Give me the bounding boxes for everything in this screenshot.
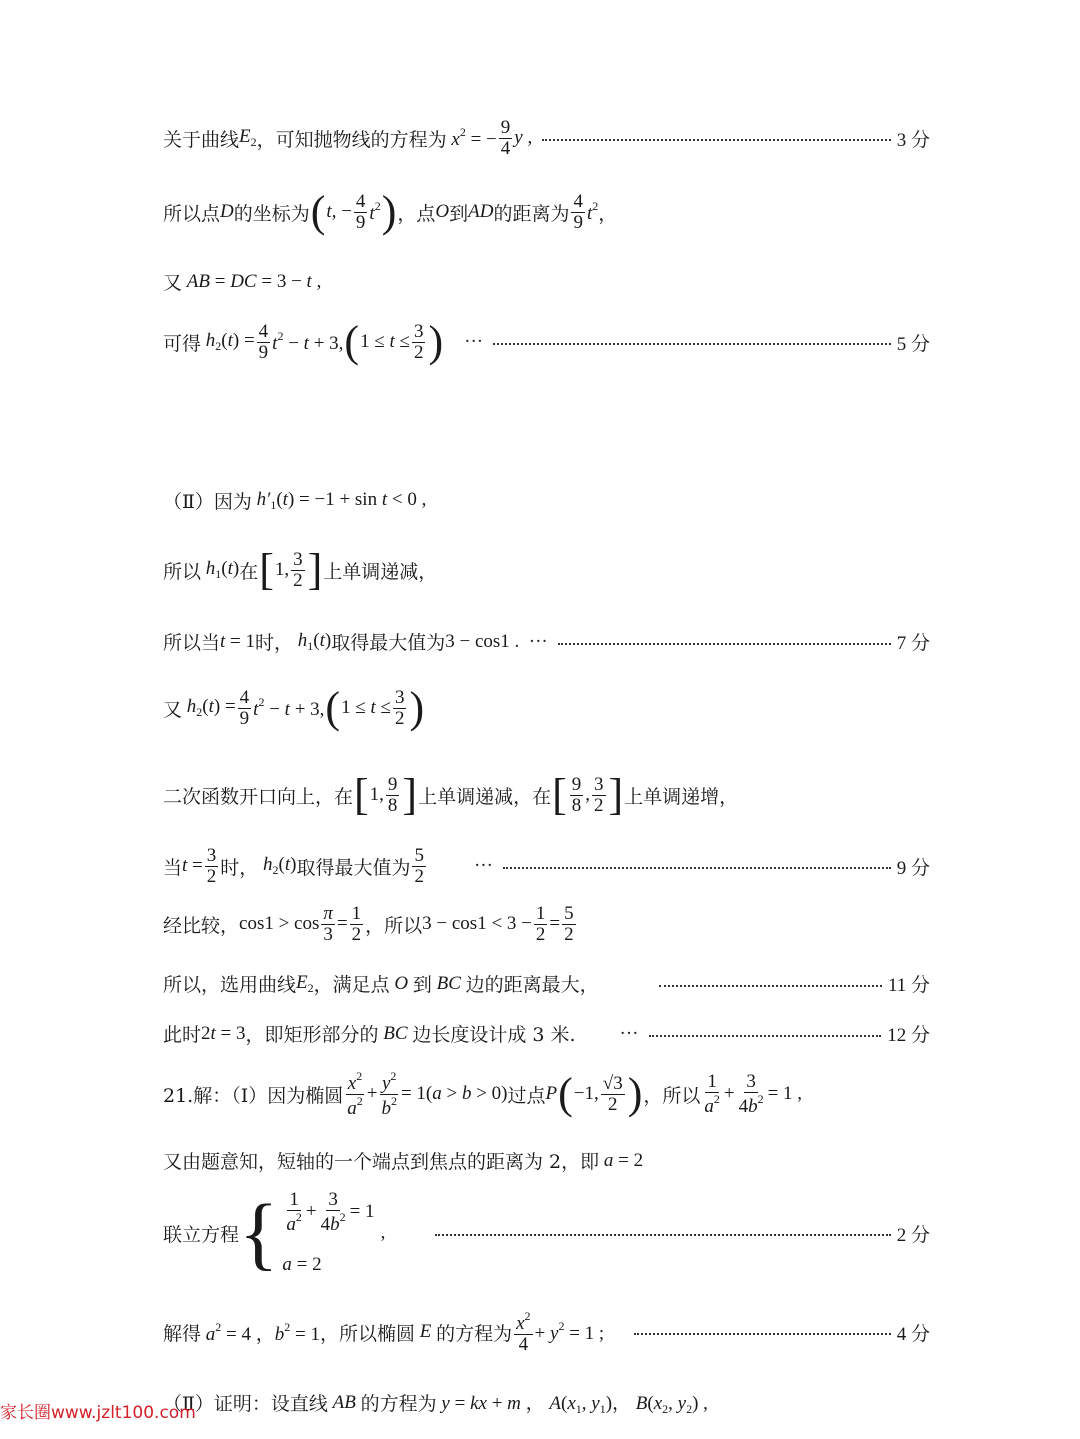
line-15 xyxy=(163,1147,930,1174)
equation-system: $\frac{1}{a^2}$ + $\frac{3}{4b^2}$ = 1 a = 2 xyxy=(282,1189,375,1275)
math: $a^2 = 4$ ，$b^2 = 1$ xyxy=(201,1319,320,1345)
text: 时， xyxy=(255,632,294,654)
frac: $\frac{3}{2}$ xyxy=(394,686,405,729)
math-E2: $E_2$ xyxy=(296,971,314,995)
math: = 1(a > b > 0) xyxy=(400,1083,508,1105)
math-y: y xyxy=(514,127,523,149)
math: $t^2 - t + 3$, xyxy=(253,695,325,720)
text: 到 xyxy=(449,202,469,225)
frac: $\frac{9}{8}$ xyxy=(571,773,582,816)
math-parabola: $x^2$ = − xyxy=(446,125,497,151)
paren: ( xyxy=(310,187,326,236)
math: 3 − cos1 < 3 − xyxy=(422,913,532,935)
line-16: 联立方程 { $\frac{1}{a^2}$ + $\frac{3}{4b^2}$ = 1 a = 2 , 2 分 xyxy=(163,1187,930,1278)
line-12 xyxy=(163,970,930,997)
line-1: 关于曲线 $E_2$ ，可知抛物线的方程为 $x^2$ = − $\frac{9}{4}$ y , 3 分 xyxy=(163,117,930,159)
frac: $\frac{9}{4}$ xyxy=(500,117,511,159)
paren: ) xyxy=(627,1069,643,1119)
text: 取得最大值为 xyxy=(296,856,411,879)
frac: $\frac{√3}{2}$ xyxy=(602,1073,623,1115)
math-P: P xyxy=(545,1083,558,1105)
line-17 xyxy=(163,1310,930,1355)
line-11: 经比较， cos1 > cos $\frac{\pi}{3}$ = $\frac{1}{2}$ ，所以 3 − cos1 < 3 − $\frac{1}{2}$ = $\frac{5}{2}$ xyxy=(163,903,574,945)
frac: $\frac{5}{2}$ xyxy=(414,845,424,887)
text: 又由题意知，短轴的一个端点到焦点的距离为 2，即 xyxy=(163,1151,600,1173)
frac: $\frac{y^2}{b^2}$ xyxy=(381,1069,397,1119)
score: 11 分 xyxy=(887,975,930,996)
brace: { xyxy=(239,1187,279,1278)
math-E: E xyxy=(414,1321,437,1343)
text: 联立方程 xyxy=(163,1223,240,1246)
text: 经比较， xyxy=(163,914,240,937)
frac: $\frac{3}{4b^2}$ xyxy=(320,1189,346,1235)
text: 又 xyxy=(163,272,183,294)
text: ，可知抛物线的方程为 xyxy=(256,128,447,151)
frac: $\frac{x^2}{a^2}$ xyxy=(347,1069,363,1119)
math: $t^2 - t + 3$, xyxy=(272,329,344,354)
math-BC: BC xyxy=(431,972,466,994)
math: cos1 > cos xyxy=(239,913,320,935)
text: 边长度设计成 3 米. xyxy=(412,1024,576,1046)
math: $h_2(t)$ = xyxy=(201,330,255,353)
paren: ) xyxy=(381,187,397,236)
text: 所以点 xyxy=(163,202,221,225)
text: ，满足点 xyxy=(313,974,390,996)
line-9: 二次函数开口向上，在 [ 1, $\frac{9}{8}$ ] 上单调递减，在 [ $\frac{9}{8}$ , $\frac{3}{2}$ ] 上单调递增， xyxy=(163,770,739,819)
paren: ) xyxy=(409,683,425,732)
frac: $\frac{5}{2}$ xyxy=(564,903,574,945)
text: 上单调递减， xyxy=(323,560,438,583)
frac: $\frac{1}{2}$ xyxy=(535,903,546,945)
text: （Ⅱ）因为 xyxy=(163,491,252,513)
math-O: O xyxy=(435,201,450,222)
dot-leader xyxy=(542,139,891,141)
line-10: 当 t = $\frac{3}{2}$ 时， $h_2(t)$ 取得最大值为 $\frac{5}{2}$ ··· 9 分 xyxy=(163,845,930,887)
line-7 xyxy=(163,628,930,655)
line-3 xyxy=(163,268,930,295)
math: 2t = 3 xyxy=(201,1022,246,1044)
bracket: ] xyxy=(307,545,323,594)
text: 的距离为 xyxy=(493,202,570,225)
dot-leader xyxy=(435,1234,890,1236)
dot-leader xyxy=(493,343,891,345)
text: 解得 xyxy=(163,1322,202,1345)
text: 上单调递增， xyxy=(624,785,739,808)
math: $h'_1(t) = -1 + \sin t < 0$ , xyxy=(251,488,427,512)
dot-leader xyxy=(634,1333,891,1335)
text: 可得 xyxy=(163,332,202,355)
text: 到 xyxy=(412,974,432,996)
math: y = kx + m ， $A(x_1$, $y_1$)， $B(x_2$, $y_2$) , xyxy=(436,1393,708,1416)
text: 所以当 xyxy=(163,632,221,654)
math-D: D xyxy=(220,201,234,222)
math: $t^2$ xyxy=(369,199,381,224)
line-6: 所以 $h_1(t)$ 在 [ 1, $\frac{3}{2}$ ] 上单调递减， xyxy=(163,545,438,594)
score: 2 分 xyxy=(896,1224,930,1246)
text: ，点 xyxy=(397,202,436,225)
text: ， xyxy=(598,202,618,225)
text: 二次函数开口向上，在 xyxy=(163,785,354,808)
paren: ( xyxy=(558,1069,573,1119)
frac: $\frac{3}{2}$ xyxy=(206,845,217,887)
line-5 xyxy=(163,487,930,514)
score: 9 分 xyxy=(896,857,930,879)
line-14: 21.解：（Ⅰ）因为椭圆 $\frac{x^2}{a^2}$ + $\frac{y^2}{b^2}$ = 1(a > b > 0) 过点 P ( −1, $\frac{√3}{2}$ ) ，所以 $\frac{1}{a^2}$ + $\frac{3}{4b^2}$ = 1 , xyxy=(163,1069,803,1119)
frac: $\frac{1}{a^2}$ xyxy=(704,1071,720,1117)
line-13: 此时 2t = 3 ，即矩形部分的 BC 边长度设计成 3 米. ··· 12 分 xyxy=(163,1020,930,1047)
line-8 xyxy=(163,683,930,732)
frac: $\frac{3}{4b^2}$ xyxy=(738,1071,764,1117)
math: $h_2(t)$ = xyxy=(182,696,236,719)
text: ，所以 xyxy=(365,914,423,937)
dot-leader xyxy=(649,1035,882,1037)
math: $h_1(t)$ xyxy=(293,629,332,653)
text: ，所以椭圆 xyxy=(319,1322,415,1345)
math-O: O xyxy=(389,972,413,994)
math: 1 ≤ t ≤ xyxy=(341,697,391,718)
text: 所以，选用曲线 xyxy=(163,974,297,996)
frac: $\frac{4}{9}$ xyxy=(258,320,269,363)
bracket: ] xyxy=(608,770,624,819)
line-2 xyxy=(163,187,930,236)
dot-leader xyxy=(503,867,891,869)
math: $h_1(t)$ xyxy=(201,558,240,581)
dot-leader xyxy=(659,985,882,987)
frac: $\frac{3}{2}$ xyxy=(594,773,604,816)
watermark: 家长圈www.jzlt100.com xyxy=(0,1403,196,1423)
text: 的坐标为 xyxy=(233,202,310,225)
math: $h_2(t)$ xyxy=(258,854,297,878)
text: 又 xyxy=(163,698,183,721)
frac: $\frac{1}{a^2}$ xyxy=(286,1189,302,1235)
frac: $\frac{\pi}{3}$ xyxy=(323,903,333,945)
bracket: [ xyxy=(354,770,369,819)
text: 21.解：（Ⅰ）因为椭圆 xyxy=(163,1084,344,1107)
text: 的方程为 xyxy=(360,1393,437,1415)
dot-leader xyxy=(558,643,891,645)
math: AB = DC = 3 − t , xyxy=(182,270,322,292)
text: 此时 xyxy=(163,1024,202,1046)
frac: $\frac{1}{2}$ xyxy=(351,903,362,945)
math: t = 1 xyxy=(220,630,256,652)
text: 边的距离最大， xyxy=(465,974,599,996)
score: 7 分 xyxy=(896,633,930,654)
frac: $\frac{9}{8}$ xyxy=(387,773,398,816)
math: t = xyxy=(182,855,203,877)
math: t, − xyxy=(326,201,352,222)
text: 上单调递减，在 xyxy=(418,785,552,808)
frac: $\frac{4}{9}$ xyxy=(355,190,366,233)
text: 所以 xyxy=(163,560,202,583)
frac: $\frac{3}{2}$ xyxy=(413,320,424,363)
paren: ) xyxy=(428,317,444,366)
text: ，所以 xyxy=(643,1084,701,1107)
math-BC: BC xyxy=(378,1022,413,1044)
math: + $y^2 = 1$ ; xyxy=(534,1319,605,1345)
paren: ( xyxy=(325,683,341,732)
score: 12 分 xyxy=(887,1025,930,1046)
math-AB: AB xyxy=(327,1391,361,1413)
frac: $\frac{4}{9}$ xyxy=(239,686,250,729)
math: $t^2$ xyxy=(586,199,599,224)
text: 关于曲线 xyxy=(163,128,240,151)
frac: $\frac{4}{9}$ xyxy=(573,190,583,233)
text: （Ⅱ）证明：设直线 xyxy=(163,1393,328,1415)
math-E2: $E_2$ xyxy=(239,126,257,150)
score: 4 分 xyxy=(896,1323,930,1345)
frac: $\frac{x^2}{4}$ xyxy=(516,1309,531,1355)
line-18 xyxy=(163,1388,930,1417)
score: 3 分 xyxy=(896,129,930,151)
score: 5 分 xyxy=(896,333,930,355)
text: 的方程为 xyxy=(436,1322,513,1345)
line-4: 可得 $h_2(t)$ = $\frac{4}{9}$ $t^2 - t + 3$, ( 1 ≤ t ≤ $\frac{3}{2}$ ) ··· 5 分 xyxy=(163,317,930,366)
bracket: ] xyxy=(402,770,418,819)
math: 3 − cos1 . ··· xyxy=(445,630,548,652)
math-AD: AD xyxy=(468,201,494,222)
bracket: [ xyxy=(552,770,567,819)
bracket: [ xyxy=(259,545,274,594)
text: ，即矩形部分的 xyxy=(245,1024,379,1046)
math: 1 ≤ t ≤ xyxy=(360,331,410,352)
math: a = 2 xyxy=(599,1149,644,1171)
text: 取得最大值为 xyxy=(331,632,446,654)
text: 时， xyxy=(220,856,259,879)
paren: ( xyxy=(344,317,360,366)
text: 当 xyxy=(163,856,183,879)
frac: $\frac{3}{2}$ xyxy=(293,548,303,591)
text: 过点 xyxy=(507,1084,546,1107)
